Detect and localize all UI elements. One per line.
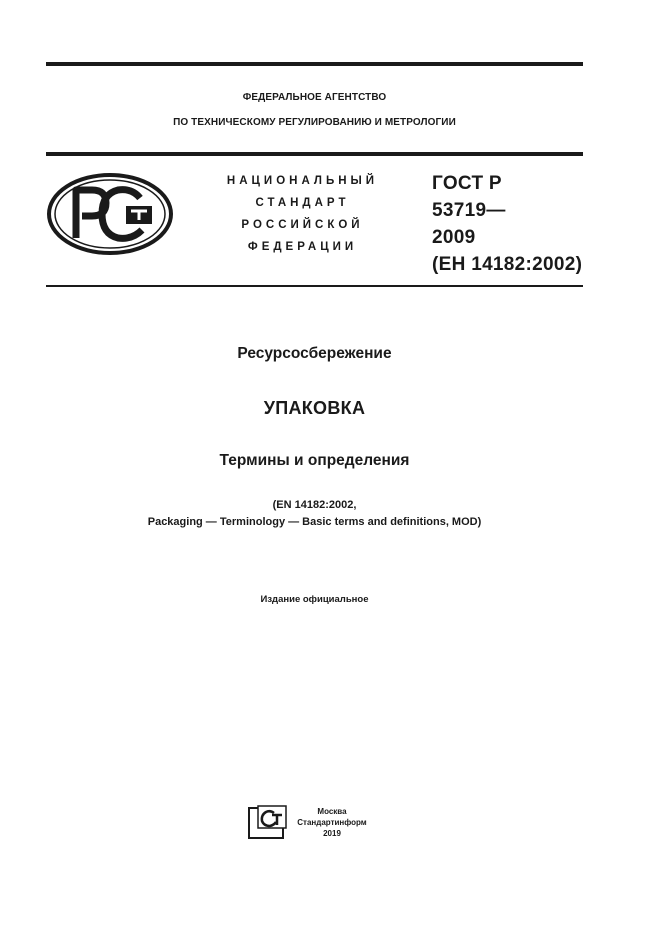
publisher-block — [292, 806, 372, 839]
publisher-year: 2019 — [323, 829, 341, 838]
top-rule — [46, 62, 583, 66]
header-bottom-rule — [46, 285, 583, 287]
designation-line-2: 53719— — [432, 200, 506, 221]
designation-line-1: ГОСТ Р — [432, 173, 502, 194]
document-subtitle: Термины и определения — [219, 452, 410, 469]
header-rule — [46, 152, 583, 156]
national-standard-line-3: РОССИЙСКОЙ — [241, 219, 364, 231]
publisher-city: Москва — [317, 807, 347, 816]
reference-line-2: Packaging — Terminology — Basic terms and definitions, MOD) — [147, 516, 482, 528]
national-standard-block — [205, 170, 400, 258]
standard-designation — [432, 170, 592, 278]
edition-label: Издание официальное — [260, 594, 369, 605]
subject-heading: Ресурсосбережение — [237, 345, 392, 362]
standartinform-logo-icon — [248, 805, 288, 841]
designation-line-3: 2009 — [432, 227, 476, 248]
document-title: УПАКОВКА — [263, 398, 366, 418]
publisher-name: Стандартинформ — [297, 818, 367, 827]
rst-logo-icon — [46, 172, 174, 256]
national-standard-line-2: СТАНДАРТ — [255, 197, 350, 209]
national-standard-line-1: НАЦИОНАЛЬНЫЙ — [226, 175, 379, 187]
national-standard-line-4: ФЕДЕРАЦИИ — [247, 241, 358, 253]
agency-line-2: ПО ТЕХНИЧЕСКОМУ РЕГУЛИРОВАНИЮ И МЕТРОЛОГИИ — [173, 117, 456, 128]
designation-line-4: (ЕН 14182:2002) — [432, 254, 583, 275]
reference-line-1: (EN 14182:2002, — [272, 499, 357, 511]
reference-standard — [46, 497, 583, 531]
agency-line-1: ФЕДЕРАЛЬНОЕ АГЕНТСТВО — [242, 92, 387, 103]
